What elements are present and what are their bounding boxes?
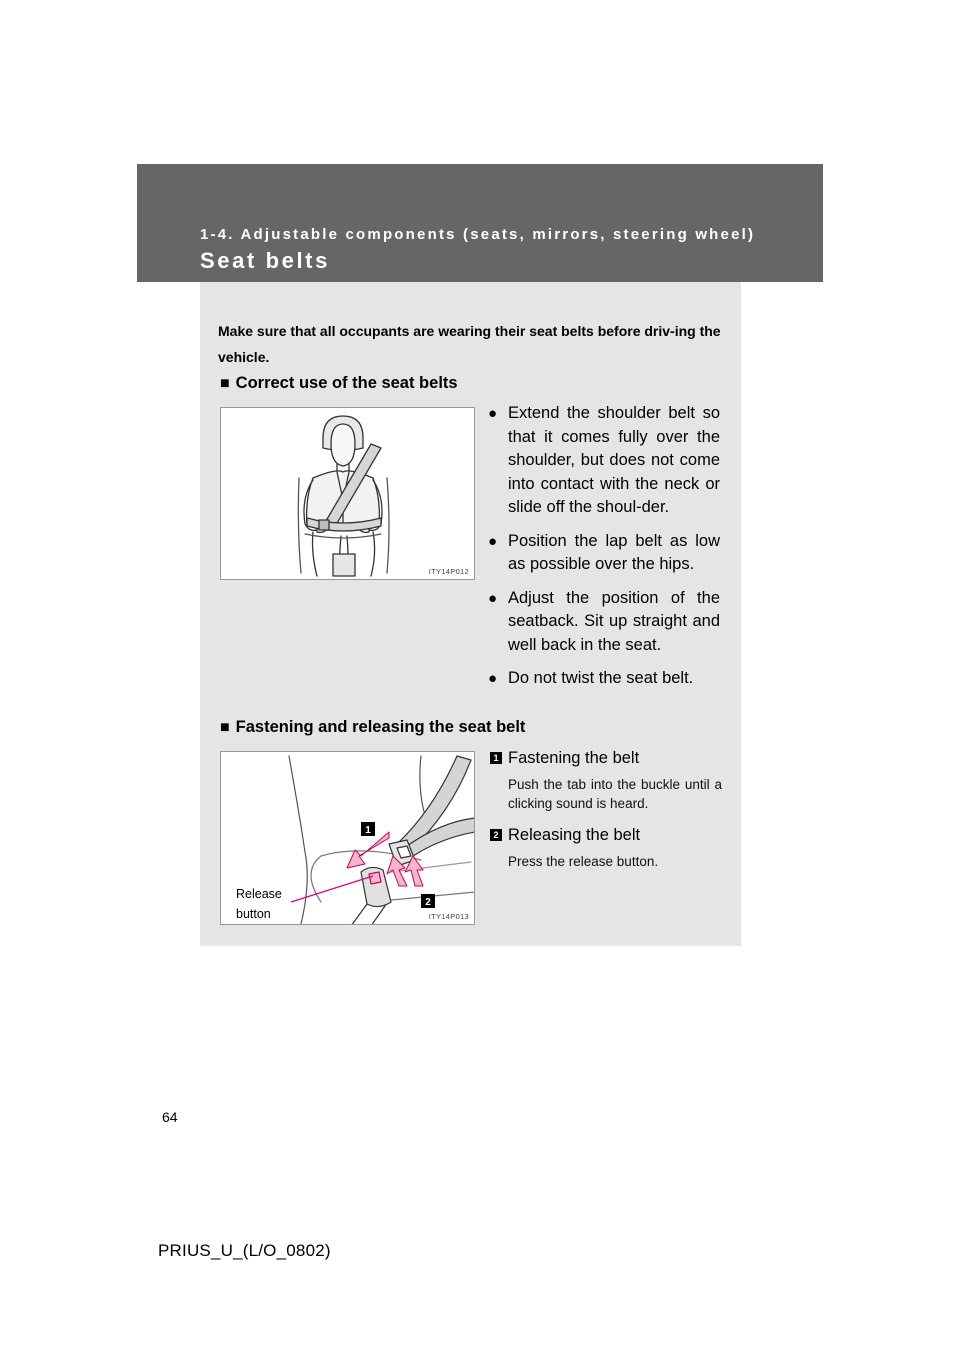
- subhead-correct-use: [220, 374, 458, 393]
- figure-code: ITY14P012: [428, 567, 469, 576]
- round-bullet-icon: ●: [488, 405, 498, 422]
- figure-code: ITY14P013: [428, 912, 469, 921]
- bullet-text: Extend the shoulder belt so that it comes fully over the shoulder, but does not come into contact with the neck or slide off the shoul-der.: [508, 404, 720, 516]
- page-number: 64: [162, 1109, 178, 1125]
- page-title: Seat belts: [200, 248, 330, 273]
- round-bullet-icon: ●: [488, 670, 498, 687]
- step-fastening: [490, 747, 722, 813]
- intro-text: Make sure that all occupants are wearing their seat belts before driv-ing the vehicle.: [218, 323, 721, 365]
- round-bullet-icon: ●: [488, 532, 498, 550]
- bullet-text: Adjust the position of the seatback. Sit up straight and well back in the seat.: [508, 588, 720, 654]
- subhead-fastening-label: Fastening and releasing the seat belt: [235, 718, 526, 736]
- step-2-badge-number: 2: [425, 897, 431, 908]
- step-title: [490, 824, 722, 846]
- round-bullet-icon: ●: [488, 589, 498, 607]
- step-releasing: [490, 824, 722, 871]
- bullet-text: Do not twist the seat belt.: [508, 669, 694, 687]
- step-title-text: Fastening the belt: [508, 749, 640, 767]
- step-title: [490, 747, 722, 769]
- document-code: PRIUS_U_(L/O_0802): [158, 1241, 331, 1260]
- seated-person-with-seatbelt-illustration: [221, 408, 475, 580]
- square-bullet-icon: ■: [220, 375, 230, 392]
- bullet-text: Position the lap belt as low as possible over the hips.: [508, 531, 720, 573]
- list-item: [488, 530, 720, 577]
- list-item: [488, 402, 720, 520]
- release-leader-line: [291, 876, 373, 902]
- step-number-badge-icon: 2: [490, 829, 502, 841]
- section-label: 1-4. Adjustable components (seats, mirrors, steering wheel): [200, 226, 756, 243]
- step-1-badge-number: 1: [365, 825, 371, 836]
- subhead-correct-use-label: Correct use of the seat belts: [235, 374, 458, 392]
- list-item: [488, 587, 720, 658]
- figure-seated-occupant: [220, 407, 475, 580]
- square-bullet-icon: ■: [220, 719, 230, 736]
- step-number-badge-icon: 1: [490, 752, 502, 764]
- list-item: [488, 667, 720, 691]
- step-description: Press the release button.: [508, 854, 659, 869]
- subhead-fastening: [220, 718, 525, 737]
- step-description: Push the tab into the buckle until a clicking sound is heard.: [508, 777, 722, 811]
- correct-use-bullet-list: [488, 402, 720, 701]
- step-title-text: Releasing the belt: [508, 826, 641, 844]
- release-button-label: Release button: [236, 887, 282, 921]
